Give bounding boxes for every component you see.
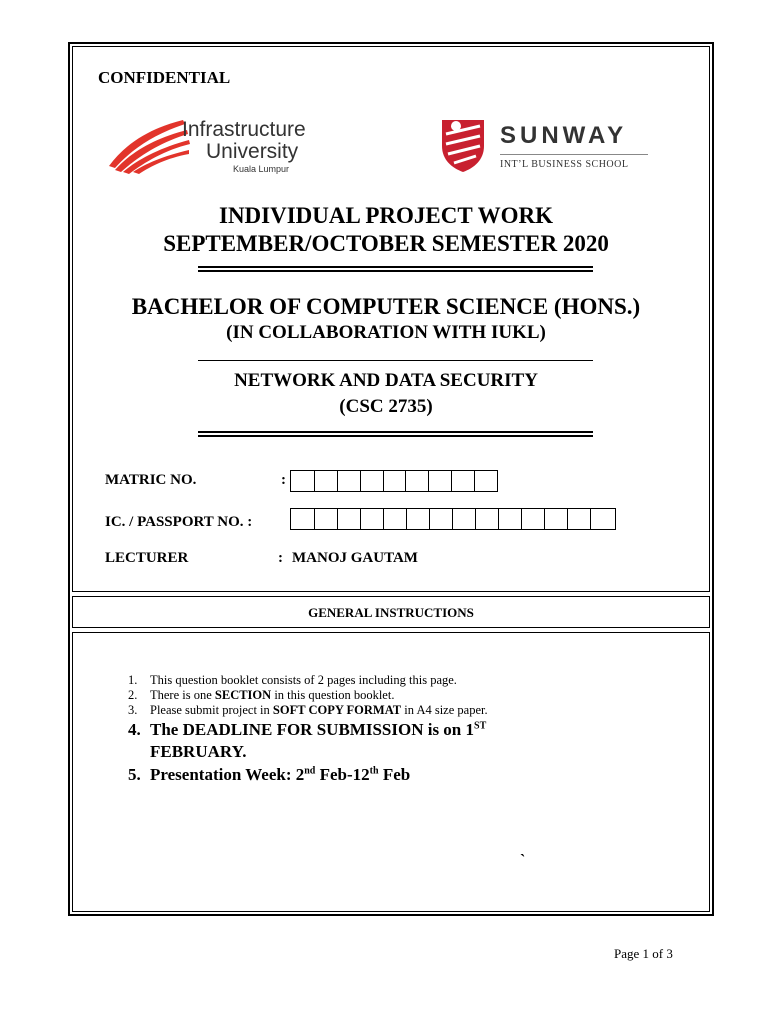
stray-backtick: ` [520,852,526,869]
title-rule-1 [198,266,593,268]
sunway-name: SUNWAY [500,122,628,149]
instruction-item-2: There is one SECTION in this question booklet. [150,688,395,702]
lecturer-colon: : [278,550,283,566]
passport-label: IC. / PASSPORT NO. : [105,514,253,530]
project-title: INDIVIDUAL PROJECT WORK [219,203,553,228]
title-rule-2 [198,270,593,272]
course-code: (CSC 2735) [339,396,433,417]
course-rule-2 [198,435,593,437]
instruction-item-1: This question booklet consists of 2 pages including this page. [150,673,457,687]
instruction-number-4: 4. [128,720,141,739]
page-number: Page 1 of 3 [614,946,673,961]
instructions-heading: GENERAL INSTRUCTIONS [308,605,474,620]
sunway-divider [500,154,648,155]
instruction-number-3: 3. [128,703,138,717]
iukl-name-line2: University [206,140,299,163]
iukl-name-line3: Kuala Lumpur [233,164,290,174]
semester-title: SEPTEMBER/OCTOBER SEMESTER 2020 [163,231,609,256]
instruction-item-5: Presentation Week: 2nd Feb-12th Feb [150,765,411,784]
program-rule [198,360,593,361]
sunway-logo [438,116,653,178]
sunway-subtitle: INT’L BUSINESS SCHOOL [500,159,629,170]
instruction-item-4: The DEADLINE FOR SUBMISSION is on 1ST [150,720,487,739]
course-rule-1 [198,431,593,433]
instruction-number-1: 1. [128,673,138,687]
instruction-number-5: 5. [128,765,141,784]
lecturer-name: MANOJ GAUTAM [292,550,418,566]
passport-number-boxes[interactable] [290,508,616,530]
course-title: NETWORK AND DATA SECURITY [234,370,538,391]
instruction-item-4-continued: FEBRUARY. [150,742,247,761]
matric-label: MATRIC NO. [105,472,197,488]
instruction-item-3: Please submit project in SOFT COPY FORMAT in A4 size paper. [150,703,488,717]
lecturer-label: LECTURER [105,550,189,566]
instruction-number-2: 2. [128,688,138,702]
program-title: BACHELOR OF COMPUTER SCIENCE (HONS.) [131,294,641,319]
confidential-label: CONFIDENTIAL [98,68,231,87]
matric-colon: : [281,472,286,488]
collaboration-title: (IN COLLABORATION WITH IUKL) [226,322,546,343]
iukl-name-line1: Infrastructure [182,118,306,141]
iukl-logo [105,114,345,174]
matric-number-boxes[interactable] [290,470,498,492]
sunway-emblem-icon [438,116,488,172]
